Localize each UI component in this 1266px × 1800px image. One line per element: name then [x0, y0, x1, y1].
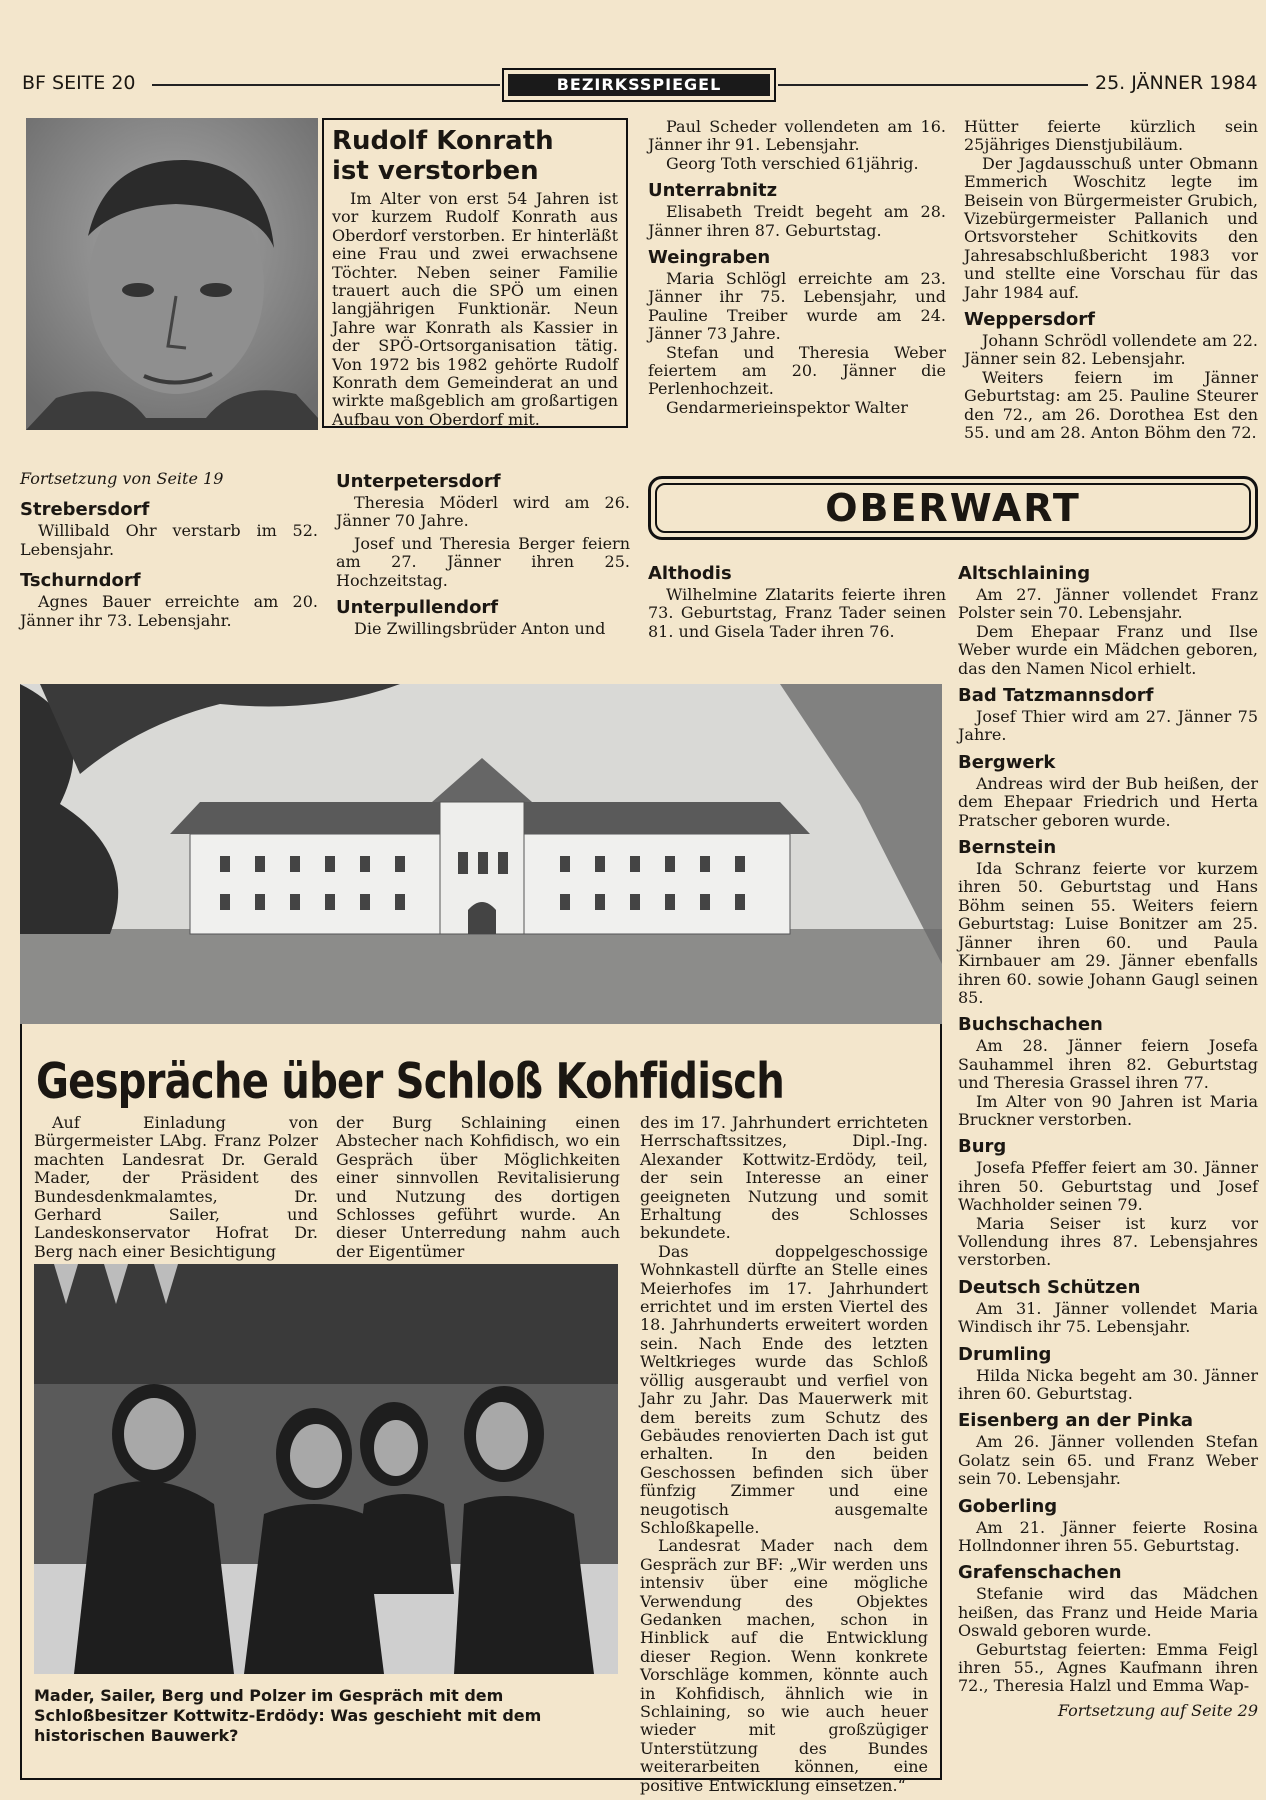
paragraph: Theresia Möderl wird am 26. Jänner 70 Jahre.: [336, 493, 630, 531]
paragraph: Ida Schranz feierte vor kurzem ihren 50. Geburtstag und Hans Böhm seinen 55. Weiters feiern Geburtstag: Luise Bonitzer am 25. Jänner ihren 60. und Paula Kirnbauer am 29. Jänner ebenfalls ihren 60. sowie Johann Gaugl seinen 85.: [958, 859, 1258, 1007]
village-heading: Eisenberg an der Pinka: [958, 1410, 1194, 1432]
village-list: [958, 684, 1258, 1696]
issue-date: 25. JÄNNER 1984: [1095, 72, 1258, 94]
district-banner-label: OBERWART: [655, 483, 1251, 533]
paragraph: Josefa Pfeffer feiert am 30. Jänner ihren 50. Geburtstag und Josef Wachholder seinen 79.: [958, 1158, 1258, 1215]
obituary-box: [322, 118, 628, 428]
article-column-1: [34, 1114, 318, 1261]
continuation-note: Fortsetzung auf Seite 29: [1057, 1700, 1258, 1720]
continuation-note: Fortsetzung von Seite 19: [20, 469, 224, 488]
paragraph: Maria Schlögl erreichte am 23. Jänner ihr 75. Lebensjahr, und Pauline Treiber wurde am 24. Jänner 73 Jahre.: [648, 269, 946, 344]
paragraph: Weiters feiern im Jänner Geburtstag: am 25. Pauline Steurer den 72., am 26. Dorothea Est den 55. und am 28. Anton Böhm den 72.: [964, 367, 1258, 443]
village-heading: Unterpetersdorf: [336, 471, 501, 492]
column-1-mid: [20, 470, 318, 630]
paragraph: Am 27. Jänner vollendet Franz Polster sein 70. Lebensjahr.: [958, 585, 1258, 623]
section-banner: [502, 68, 776, 102]
paragraph: Am 28. Jänner feiern Josefa Sauhammel ihren 82. Geburtstag und Theresia Grassel ihren 77.: [958, 1036, 1258, 1093]
paragraph: Elisabeth Treidt begeht am 28. Jänner ihren 87. Geburtstag.: [648, 202, 946, 240]
paragraph: des im 17. Jahrhundert errichteten Herrschaftssitzes, Dipl.-Ing. Alexander Kottwitz-Erdödy, teil, der sein Interesse an einer geeigneten Nutzung und somit Erhaltung des Schlosses bekundete.: [640, 1113, 928, 1243]
village-heading: Buchschachen: [958, 1014, 1103, 1036]
paragraph: Maria Seiser ist kurz vor Vollendung ihres 87. Lebensjahres verstorben.: [958, 1213, 1258, 1270]
obituary-title-line2: ist verstorben: [332, 156, 539, 186]
meeting-photo: [34, 1264, 618, 1674]
castle-image: [20, 684, 942, 1024]
column-4-oberwart: [958, 562, 1258, 1720]
paragraph: Wilhelmine Zlatarits feierte ihren 73. Geburtstag, Franz Tader seinen 81. und Gisela Tader ihren 76.: [648, 585, 946, 641]
paragraph: Josef Thier wird am 27. Jänner 75 Jahre.: [958, 707, 1258, 745]
paragraph: Stefanie wird das Mädchen heißen, das Franz und Heide Maria Oswald geboren wurde.: [958, 1584, 1258, 1641]
paragraph: Georg Toth verschied 61jährig.: [666, 153, 919, 173]
paragraph: Geburtstag feierten: Emma Feigl ihren 55., Agnes Kaufmann ihren 72., Theresia Halzl und Emma Wap-: [958, 1639, 1258, 1696]
paragraph: Am 21. Jänner feierte Rosina Hollndonner ihren 55. Geburtstag.: [958, 1517, 1258, 1556]
paragraph: Landesrat Mader nach dem Gespräch zur BF: „Wir werden uns intensiv über eine mögliche Verwendung des Objektes Gedanken machen, schon in Hinblick auf die Entwicklung dieser Region. Wenn konkrete Vorschläge kommen, könnte auch in Kohfidisch, ähnlich wie in Schlaining, so wie auch heuer wieder mit großzügiger Unterstützung des Bundes weiterarbeiten können, eine positive Entwicklung einsetzen.“: [640, 1536, 928, 1795]
paragraph: Im Alter von 90 Jahren ist Maria Bruckner verstorben.: [958, 1091, 1258, 1129]
village-heading: Althodis: [648, 563, 732, 584]
village-heading: Bernstein: [958, 837, 1057, 859]
castle-photo: [20, 684, 942, 1024]
village-heading: Unterpullendorf: [336, 597, 499, 619]
paragraph: Paul Scheder vollendeten am 16. Jänner ihr 91. Lebensjahr.: [648, 117, 946, 155]
village-heading: Weppersdorf: [964, 309, 1095, 331]
section-banner-label: BEZIRKSSPIEGEL: [508, 74, 770, 96]
portrait-photo: [26, 118, 318, 430]
obituary-body: Im Alter von erst 54 Jahren ist vor kurzem Rudolf Konrath aus Oberdorf verstorben. Er hinterläßt eine Frau und zwei erwachsene Töchter. Neben seiner Familie trauert auch die SPÖ um einen langjährigen Funktionär. Neun Jahre war Konrath als Kassier in der SPÖ-Ortsorganisation tätig. Von 1972 bis 1982 gehörte Rudolf Konrath dem Gemeinderat an und wirkte maßgeblich am großartigen Aufbau von Oberdorf mit.: [332, 189, 618, 429]
village-heading: Unterrabnitz: [648, 180, 778, 202]
obituary-title-line1: Rudolf Konrath: [332, 126, 554, 156]
paragraph: Hilda Nicka begeht am 30. Jänner ihren 60. Geburtstag.: [958, 1365, 1258, 1403]
paragraph: Josef und Theresia Berger feiern am 27. Jänner ihren 25. Hochzeitstag.: [336, 533, 630, 590]
paragraph: Auf Einladung von Bürgermeister LAbg. Franz Polzer machten Landesrat Dr. Gerald Mader, der Präsident des Bundesdenkmalamtes, Dr. Gerhard Sailer, und Landeskonservator Hofrat Dr. Berg nach einer Besichtigung: [34, 1113, 318, 1261]
article-column-3: [640, 1114, 928, 1795]
village-heading: Bergwerk: [958, 751, 1056, 773]
column-3-althodis: [648, 562, 946, 641]
paragraph: Agnes Bauer erreichte am 20. Jänner ihr 73. Lebensjahr.: [20, 592, 318, 630]
village-heading: Bad Tatzmannsdorf: [958, 685, 1154, 707]
photo-caption: Mader, Sailer, Berg und Polzer im Gespräch mit dem Schloßbesitzer Kottwitz-Erdödy: Was geschieht mit dem historischen Bauwerk?: [34, 1686, 542, 1745]
village-heading: Altschlaining: [958, 563, 1091, 584]
column-3-top: [648, 118, 946, 417]
obituary-title: [332, 126, 618, 186]
paragraph: Stefan und Theresia Weber feiertem am 20. Jänner die Perlenhochzeit.: [648, 342, 946, 399]
header-rule: [152, 84, 500, 86]
district-banner: [648, 476, 1258, 540]
paragraph: Gendarmerieinspektor Walter: [666, 397, 908, 417]
paragraph: Willibald Ohr verstarb im 52. Lebensjahr.: [20, 521, 318, 559]
paragraph: Andreas wird der Bub heißen, der dem Ehepaar Friedrich und Herta Pratscher geboren wurde.: [958, 773, 1258, 830]
paragraph: der Burg Schlaining einen Abstecher nach Kohfidisch, wo ein Gespräch über Möglichkeiten einer sinnvollen Revitalisierung und Nutzung des dortigen Schlosses geführt wurde. An dieser Unterredung nahm auch der Eigentümer: [336, 1113, 620, 1261]
paragraph: Johann Schrödl vollendete am 22. Jänner sein 82. Lebensjahr.: [964, 331, 1258, 369]
village-heading: Grafenschachen: [958, 1562, 1122, 1584]
paragraph: Dem Ehepaar Franz und Ilse Weber wurde ein Mädchen geboren, das den Namen Nicol erhielt.: [958, 621, 1258, 678]
header-rule: [778, 84, 1088, 86]
village-heading: Goberling: [958, 1495, 1058, 1517]
village-heading: Deutsch Schützen: [958, 1276, 1141, 1298]
paragraph: Das doppelgeschossige Wohnkastell dürfte an Stelle eines Meierhofes im 17. Jahrhundert errichtet und im ersten Viertel des 18. Jahrhunderts erweitert worden sein. Nach Ende des letzten Weltkrieges wurde das Schloß völlig ausgeraubt und verfiel von Jahr zu Jahr. Das Mauerwerk mit dem bereits zum Schutz des Gebäudes renovierten Dach ist gut erhalten. In den beiden Geschossen befinden sich über fünfzig Zimmer und eine neugotisch ausgemalte Schloßkapelle.: [640, 1241, 928, 1537]
article-headline: Gespräche über Schloß Kohfidisch: [36, 1053, 785, 1110]
paragraph: Am 26. Jänner vollenden Stefan Golatz sein 65. und Franz Weber sein 70. Lebensjahr.: [958, 1432, 1258, 1489]
paragraph: Am 31. Jänner vollendet Maria Windisch ihr 75. Lebensjahr.: [958, 1298, 1258, 1337]
meeting-image: [34, 1264, 618, 1674]
article-column-2: [336, 1114, 620, 1261]
village-heading: Strebersdorf: [20, 499, 150, 521]
portrait-image: [26, 118, 318, 430]
village-heading: Weingraben: [648, 247, 771, 269]
column-4-top: [964, 118, 1258, 443]
paragraph: Hütter feierte kürzlich sein 25jähriges Dienstjubiläum.: [964, 117, 1258, 155]
paragraph: Der Jagdausschuß unter Obmann Emmerich Woschitz legte im Beisein von Bürgermeister Grubich, Vizebürgermeister Pallanich und Ortsvorsteher Schitkovits den Jahresabschlußbericht 1983 vor und stellte eine Vorschau für das Jahr 1984 auf.: [964, 153, 1258, 302]
paragraph: Die Zwillingsbrüder Anton und: [354, 619, 606, 639]
page-number: BF SEITE 20: [22, 72, 136, 94]
village-heading: Tschurndorf: [20, 570, 141, 592]
village-heading: Drumling: [958, 1343, 1052, 1365]
village-heading: Burg: [958, 1136, 1007, 1158]
column-2-mid: [336, 470, 630, 638]
